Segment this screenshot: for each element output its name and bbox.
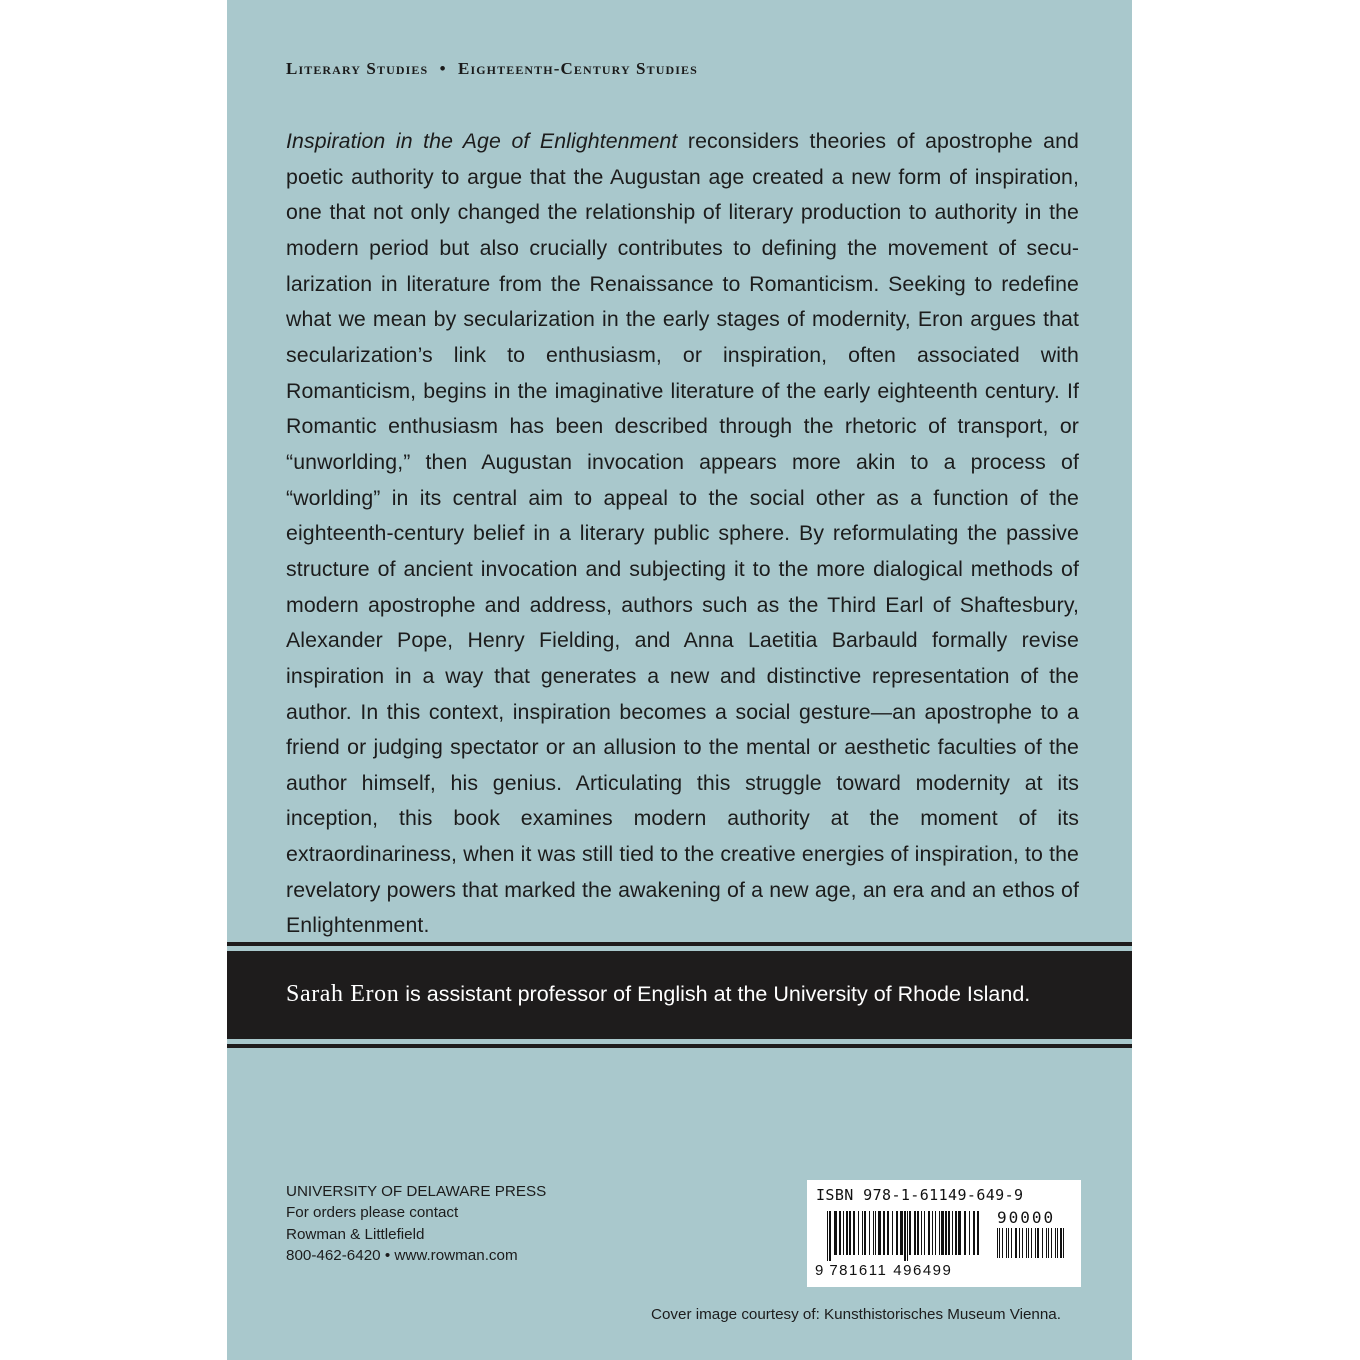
barcode-bar — [869, 1211, 870, 1255]
barcode-bar — [1002, 1228, 1003, 1258]
barcode-bar — [878, 1211, 881, 1255]
barcode-bar — [875, 1211, 876, 1255]
ean-digits — [815, 1262, 952, 1279]
barcode-bar — [917, 1211, 919, 1255]
barcode-bar — [941, 1211, 944, 1255]
band-background — [227, 951, 1132, 1039]
phone-number: 800-462-6420 — [286, 1246, 381, 1264]
barcode-bar — [883, 1211, 885, 1255]
barcode-bar — [829, 1211, 831, 1261]
barcode-bar — [892, 1211, 893, 1255]
barcode-bar — [858, 1211, 859, 1255]
author-bio — [286, 981, 1030, 1008]
author-bio-text: is assistant professor of English at the University of Rhode Island. — [399, 982, 1031, 1006]
barcode-bar — [896, 1211, 898, 1255]
barcode-bar — [887, 1211, 889, 1255]
barcode-bar — [932, 1211, 933, 1255]
addon-barcode-bars — [997, 1228, 1069, 1260]
barcode-bar — [834, 1211, 837, 1255]
publisher-info — [286, 1181, 546, 1266]
price-code: 90000 — [997, 1208, 1056, 1227]
barcode-bar — [964, 1211, 966, 1255]
barcode-bar — [904, 1211, 906, 1261]
barcode-bar — [973, 1211, 975, 1255]
barcode-block — [807, 1180, 1081, 1287]
cover-image-credit: Cover image courtesy of: Kunsthistorisches Museum Vienna. — [651, 1306, 1061, 1323]
contact-separator: • — [384, 1246, 391, 1264]
barcode-bar — [1022, 1228, 1023, 1258]
barcode-bar — [900, 1211, 903, 1255]
ean-barcode-bars — [827, 1211, 987, 1261]
barcode-bar — [1042, 1228, 1043, 1258]
barcode-bar — [873, 1211, 874, 1255]
barcode-bar — [1051, 1228, 1052, 1258]
barcode-bar — [1006, 1228, 1007, 1258]
barcode-bar — [948, 1211, 950, 1255]
back-cover — [227, 0, 1132, 1360]
barcode-bar — [843, 1211, 844, 1255]
barcode-bar — [921, 1211, 922, 1255]
author-name: Sarah Eron — [286, 981, 400, 1007]
book-description — [286, 124, 1079, 944]
barcode-bar — [849, 1211, 851, 1255]
contact-line — [286, 1245, 546, 1266]
category-literary-studies: Literary Studies — [286, 59, 429, 78]
ean-group-left: 781611 — [829, 1262, 888, 1279]
barcode-bar — [1063, 1228, 1064, 1258]
barcode-bar — [924, 1211, 925, 1255]
barcode-bar — [935, 1211, 936, 1255]
barcode-bar — [1031, 1228, 1032, 1258]
barcode-bar — [1046, 1228, 1047, 1258]
barcode-bar — [1060, 1228, 1062, 1258]
description-text: reconsiders theories of apostrophe and poetic authority to argue that the Augustan age created a new form of inspiration, one that not only changed the relationship of literary production to authority in the modern period but also crucially contributes to defining the movement of secularization in literature from the Renaissance to Romanticism. Seeking to redefine what we mean by secularization in the early stages of modernity, Eron argues that secularization’s link to enthusiasm, or inspiration, often associated with Romanticism, begins in the imaginative literature of the early eighteenth century. If Romantic enthusiasm has been described through the rhetoric of transport, or “unworlding,” then Augustan invocation appears more akin to a process of “worlding” in its central aim to appeal to the social other as a function of the eighteenth-century belief in a literary public sphere. By reformulating the passive structure of ancient invocation and subjecting it to the more dialogical methods of modern apostrophe and address, authors such as the Third Earl of Shaftesbury, Alexander Pope, Henry Fielding, and Anna Laetitia Barbauld formally revise inspiration in a way that generates a new and distinctive representation of the author. In this context, inspiration becomes a social gesture—an apostrophe to a friend or judging spectator or an allusion to the mental or aesthetic faculties of the author himself, his genius. Articulating this struggle toward modernity at its inception, this book examines modern authority at the moment of its extraordinariness, when it was still tied to the creative energies of inspiration, to the revelatory powers that marked the awakening of a new age, an era and an ethos of Enlightenment. — [286, 129, 1079, 938]
barcode-bar — [827, 1211, 828, 1261]
barcode-bar — [839, 1211, 841, 1255]
barcode-bar — [1008, 1228, 1009, 1258]
orders-line: For orders please contact — [286, 1204, 459, 1222]
barcode-bar — [907, 1211, 908, 1261]
barcode-bar — [1037, 1228, 1039, 1258]
category-separator: • — [439, 59, 447, 78]
barcode-bar — [1019, 1228, 1020, 1258]
barcode-bar — [928, 1211, 930, 1255]
barcode-bar — [999, 1228, 1000, 1258]
category-eighteenth-century-studies: Eighteenth-Century Studies — [458, 59, 698, 78]
barcode-bar — [1028, 1228, 1029, 1258]
barcode-bar — [1035, 1228, 1036, 1258]
barcode-bar — [969, 1211, 970, 1255]
barcode-bar — [909, 1211, 911, 1255]
distributor-name: Rowman & Littlefield — [286, 1225, 425, 1243]
barcode-bar — [853, 1211, 855, 1255]
barcode-bar — [945, 1211, 947, 1255]
barcode-bar — [1015, 1228, 1017, 1258]
barcode-bar — [952, 1211, 953, 1255]
barcode-bar — [1057, 1228, 1058, 1258]
author-band — [227, 942, 1132, 1050]
barcode-bar — [977, 1211, 979, 1255]
barcode-bar — [846, 1211, 848, 1255]
barcode-bar — [939, 1211, 940, 1255]
publisher-name: UNIVERSITY OF DELAWARE PRESS — [286, 1183, 547, 1200]
band-top-rule — [227, 942, 1132, 946]
website-link[interactable]: www.rowman.com — [394, 1246, 518, 1264]
book-title-italic: Inspiration in the Age of Enlightenment — [286, 129, 678, 153]
barcode-bar — [955, 1211, 957, 1255]
band-bottom-rule — [227, 1044, 1132, 1048]
barcode-bar — [914, 1211, 916, 1255]
barcode-bar — [997, 1228, 998, 1258]
barcode-bar — [862, 1211, 863, 1255]
barcode-bar — [1011, 1228, 1012, 1258]
barcode-bar — [1048, 1228, 1049, 1258]
barcode-bar — [1055, 1228, 1056, 1258]
subject-categories — [286, 59, 698, 79]
barcode-bar — [958, 1211, 961, 1255]
barcode-bar — [1026, 1228, 1027, 1258]
isbn-number: ISBN 978-1-61149-649-9 — [816, 1186, 1024, 1204]
barcode-bar — [864, 1211, 866, 1255]
ean-group-right: 496499 — [893, 1262, 953, 1279]
ean-first-digit: 9 — [815, 1262, 824, 1279]
